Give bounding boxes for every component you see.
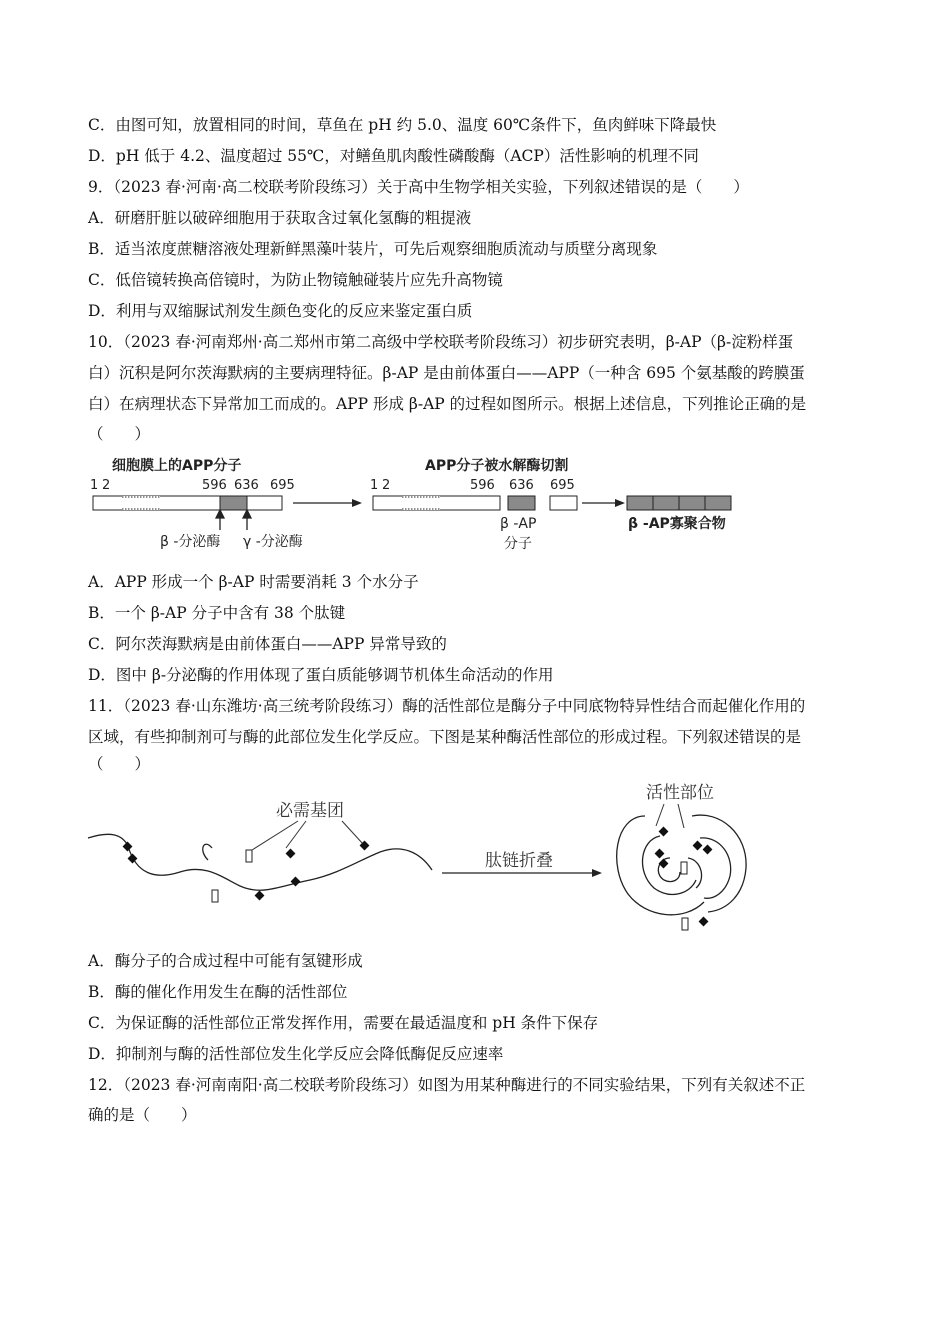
- q8-option-c: C．由图可知，放置相同的时间，草鱼在 pH 约 5.0、温度 60℃条件下，鱼肉鲜味下降最快: [88, 116, 717, 134]
- essential-group-marker: [681, 862, 687, 874]
- q10-option-c: C．阿尔茨海默病是由前体蛋白——APP 异常导致的: [88, 635, 447, 653]
- label-596-left: 596: [202, 478, 227, 493]
- molecule-label: 分子: [504, 536, 532, 552]
- label-2-left: 2: [102, 478, 111, 493]
- q12-stem-line-1: 12．（2023 春·河南南阳·高二校联考阶段练习）如图为用某种酶进行的不同实验结果，下列有关叙述不正: [88, 1076, 806, 1094]
- q10-stem-line-3: 白）在病理状态下异常加工而成的。APP 形成 β-AP 的过程如图所示。根据上述信息，下列推论正确的是: [88, 395, 807, 413]
- essential-group-marker: [699, 917, 709, 927]
- q10-stem-line-4: （ ）: [88, 425, 151, 443]
- app-cleavage-diagram: [80, 452, 760, 560]
- essential-group-marker: [703, 845, 713, 855]
- folding-label: 肽链折叠: [485, 851, 553, 871]
- essential-group-marker: [693, 841, 703, 851]
- beta-ap-fragment: [508, 496, 535, 510]
- unfolded-peptide-chain: [88, 834, 432, 890]
- q9-stem: 9．（2023 春·河南·高二校联考阶段练习）关于高中生物学相关实验，下列叙述错误的是（ ）: [88, 178, 749, 196]
- label-1-right: 1: [370, 478, 379, 493]
- label-1-left: 1: [90, 478, 99, 493]
- q11-option-a: A．酶分子的合成过程中可能有氢键形成: [88, 952, 363, 970]
- q9-option-d: D．利用与双缩脲试剂发生颜色变化的反应来鉴定蛋白质: [88, 302, 473, 320]
- essential-group-marker: [255, 891, 265, 901]
- essential-group-marker: [291, 877, 301, 887]
- q12-stem-line-2: 确的是（ ）: [88, 1106, 197, 1124]
- essential-group-marker: [682, 918, 688, 930]
- q10-stem-line-2: 白）沉积是阿尔茨海默病的主要病理特征。β-AP 是由前体蛋白——APP（一种含 695 个氨基酸的跨膜蛋: [88, 364, 805, 382]
- essential-group-marker: [212, 890, 218, 902]
- app-molecule: [93, 496, 282, 510]
- process-arrow: [582, 499, 625, 507]
- q11-stem-line-2: 区域，有些抑制剂可与酶的此部位发生化学反应。下图是某种酶活性部位的形成过程。下列叙述错误的是: [88, 728, 802, 746]
- cleaved-fragments: [373, 496, 577, 510]
- left-figure-title: 细胞膜上的APP分子: [112, 458, 242, 474]
- q11-option-c: C．为保证酶的活性部位正常发挥作用，需要在最适温度和 pH 条件下保存: [88, 1014, 599, 1032]
- q11-stem-line-1: 11．（2023 春·山东潍坊·高三统考阶段练习）酶的活性部位是酶分子中同底物特异性结合而起催化作用的: [88, 697, 806, 715]
- label-596-right: 596: [470, 478, 495, 493]
- q10-option-b: B．一个 β-AP 分子中含有 38 个肽键: [88, 604, 346, 622]
- beta-ap-oligomer: [627, 496, 731, 510]
- q9-option-c: C．低倍镜转换高倍镜时，为防止物镜触碰装片应先升高物镜: [88, 271, 503, 289]
- essential-group-marker: [659, 859, 669, 869]
- q10-option-d: D．图中 β-分泌酶的作用体现了蛋白质能够调节机体生命活动的作用: [88, 666, 554, 684]
- active-site-label: 活性部位: [646, 783, 714, 803]
- label-695-left: 695: [270, 478, 295, 493]
- label-636-right: 636: [509, 478, 534, 493]
- essential-group-marker: [123, 842, 133, 852]
- essential-group-marker: [655, 849, 665, 859]
- process-arrow: [293, 499, 362, 507]
- gamma-secretase-label: γ -分泌酶: [243, 534, 303, 550]
- right-figure-title: APP分子被水解酶切割: [425, 458, 569, 474]
- beta-ap-label: β -AP: [500, 516, 537, 532]
- q11-option-d: D．抑制剂与酶的活性部位发生化学反应会降低酶促反应速率: [88, 1045, 504, 1063]
- essential-group-marker: [246, 850, 252, 862]
- label-2-right: 2: [382, 478, 391, 493]
- label-636-left: 636: [234, 478, 259, 493]
- q9-option-a: A．研磨肝脏以破碎细胞用于获取含过氧化氢酶的粗提液: [88, 209, 472, 227]
- q9-option-b: B．适当浓度蔗糖溶液处理新鲜黑藻叶装片，可先后观察细胞质流动与质壁分离现象: [88, 240, 658, 258]
- active-site-formation-diagram: [80, 776, 760, 938]
- essential-group-marker: [659, 827, 669, 837]
- q10-option-a: A．APP 形成一个 β-AP 时需要消耗 3 个水分子: [88, 573, 419, 591]
- q11-stem-line-3: （ ）: [88, 755, 151, 773]
- essential-groups-label: 必需基团: [276, 801, 344, 821]
- label-695-right: 695: [550, 478, 575, 493]
- q10-stem-line-1: 10．（2023 春·河南郑州·高二郑州市第二高级中学校联考阶段练习）初步研究表明，β-AP（β-淀粉样蛋: [88, 333, 794, 351]
- enzyme-cut-arrows: [216, 510, 251, 530]
- oligomer-label: β -AP寡聚合物: [628, 516, 726, 532]
- q11-option-b: B．酶的催化作用发生在酶的活性部位: [88, 983, 348, 1001]
- essential-group-marker: [286, 849, 296, 859]
- beta-secretase-label: β -分泌酶: [160, 534, 221, 550]
- q8-option-d: D．pH 低于 4.2、温度超过 55℃，对鳝鱼肌肉酸性磷酸酶（ACP）活性影响的机理不同: [88, 147, 699, 165]
